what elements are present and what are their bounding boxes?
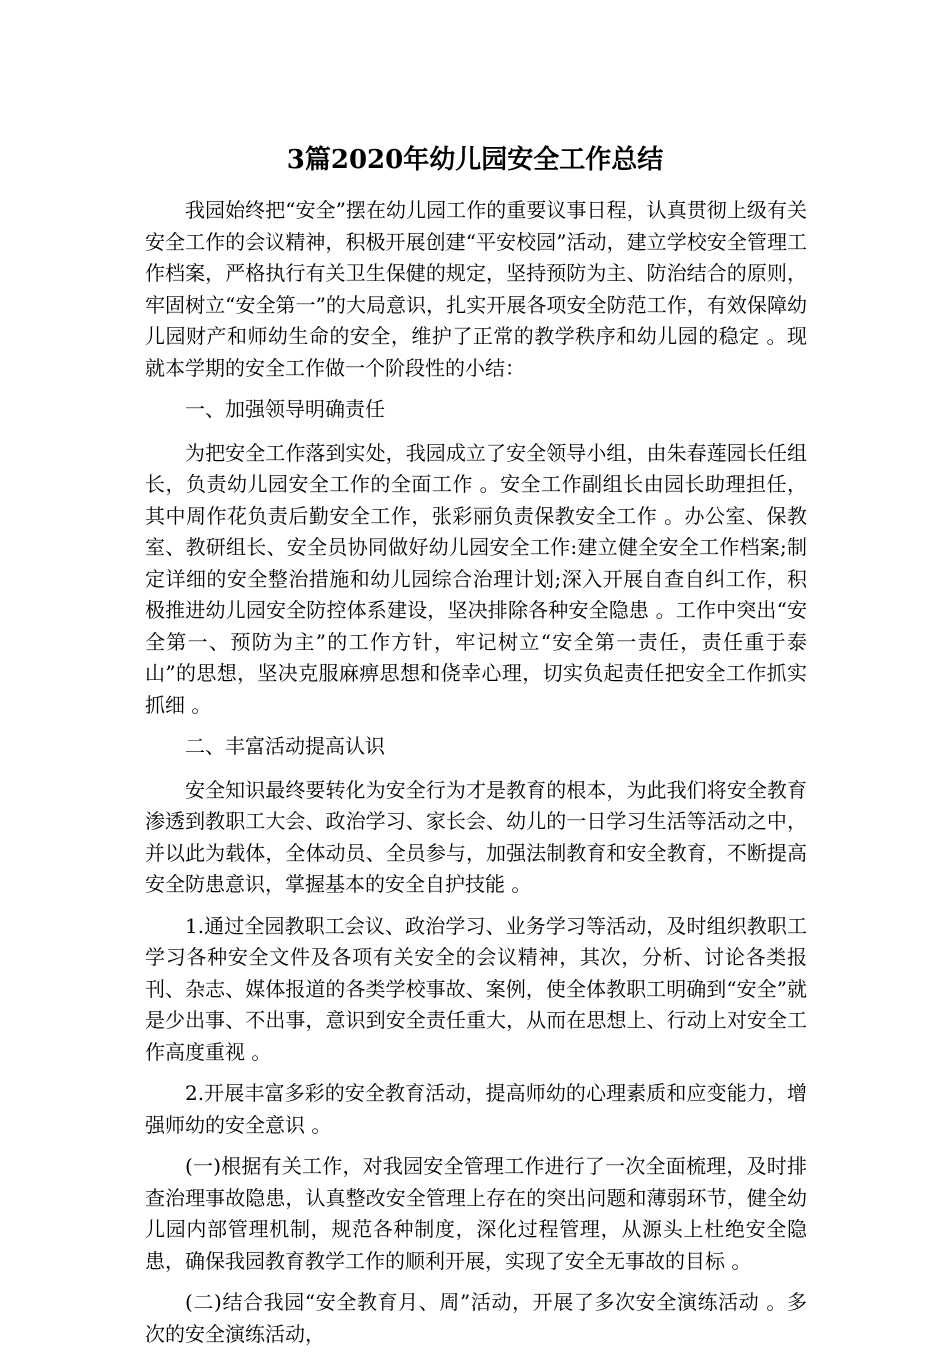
document-body <box>145 195 807 1360</box>
section-heading-1: 一、加强领导明确责任 <box>185 397 385 421</box>
item-1-paragraph: 1.通过全园教职工会议、政治学习、业务学习等活动，及时组织教职工学习各种安全文件及各项有关安全的会议精神，其次，分析、讨论各类报刊、杂志、媒体报道的各类学校事故、案例，使全体教职工明确到“安全”就是少出事、不出事，意识到安全责任重大，从而在思想上、行动上对安全工作高度重视 。 <box>145 913 807 1064</box>
document-title: 3篇2020年幼儿园安全工作总结 <box>286 145 664 175</box>
subitem-1-paragraph: (一)根据有关工作，对我园安全管理工作进行了一次全面梳理，及时排查治理事故隐患，认真整改安全管理上存在的突出问题和薄弱环节，健全幼儿园内部管理机制，规范各种制度，深化过程管理，从源头上杜绝安全隐患，确保我园教育教学工作的顺利开展，实现了安全无事故的目标 。 <box>145 1154 807 1273</box>
section-2-paragraph: 安全知识最终要转化为安全行为才是教育的根本，为此我们将安全教育渗透到教职工大会、政治学习、家长会、幼儿的一日学习生活等活动之中，并以此为载体，全体动员、全员参与，加强法制教育和安全教育，不断提高安全防患意识，掌握基本的安全自护技能 。 <box>145 777 807 896</box>
section-1-paragraph: 为把安全工作落到实处，我园成立了安全领导小组，由朱春莲园长任组长，负责幼儿园安全工作的全面工作 。安全工作副组长由园长助理担任，其中周作花负责后勤安全工作，张彩丽负责保教安全工作 。办公室、保教室、教研组长、安全员协同做好幼儿园安全工作:建立健全安全工作档案;制定详细的安全整治措施和幼儿园综合治理计划;深入开展自查自纠工作，积极推进幼儿园安全防控体系建设，坚决排除各种安全隐患 。工作中突出“安全第一、预防为主”的工作方针，牢记树立“安全第一责任，责任重于泰山”的思想，坚决克服麻痹思想和侥幸心理，切实负起责任把安全工作抓实抓细 。 <box>145 440 807 717</box>
subitem-2-paragraph: (二)结合我园“安全教育月、周”活动，开展了多次安全演练活动 。多次的安全演练活动， <box>145 1290 807 1346</box>
item-2-paragraph: 2.开展丰富多彩的安全教育活动，提高师幼的心理素质和应变能力，增强师幼的安全意识 。 <box>145 1081 807 1137</box>
intro-paragraph: 我园始终把“安全”摆在幼儿园工作的重要议事日程，认真贯彻上级有关安全工作的会议精神，积极开展创建“平安校园”活动，建立学校安全管理工作档案，严格执行有关卫生保健的规定，坚持预防为主、防治结合的原则，牢固树立“安全第一”的大局意识，扎实开展各项安全防范工作，有效保障幼儿园财产和师幼生命的安全，维护了正常的教学秩序和幼儿园的稳定 。现就本学期的安全工作做一个阶段性的小结： <box>145 198 807 380</box>
section-heading-2: 二、丰富活动提高认识 <box>185 734 385 758</box>
